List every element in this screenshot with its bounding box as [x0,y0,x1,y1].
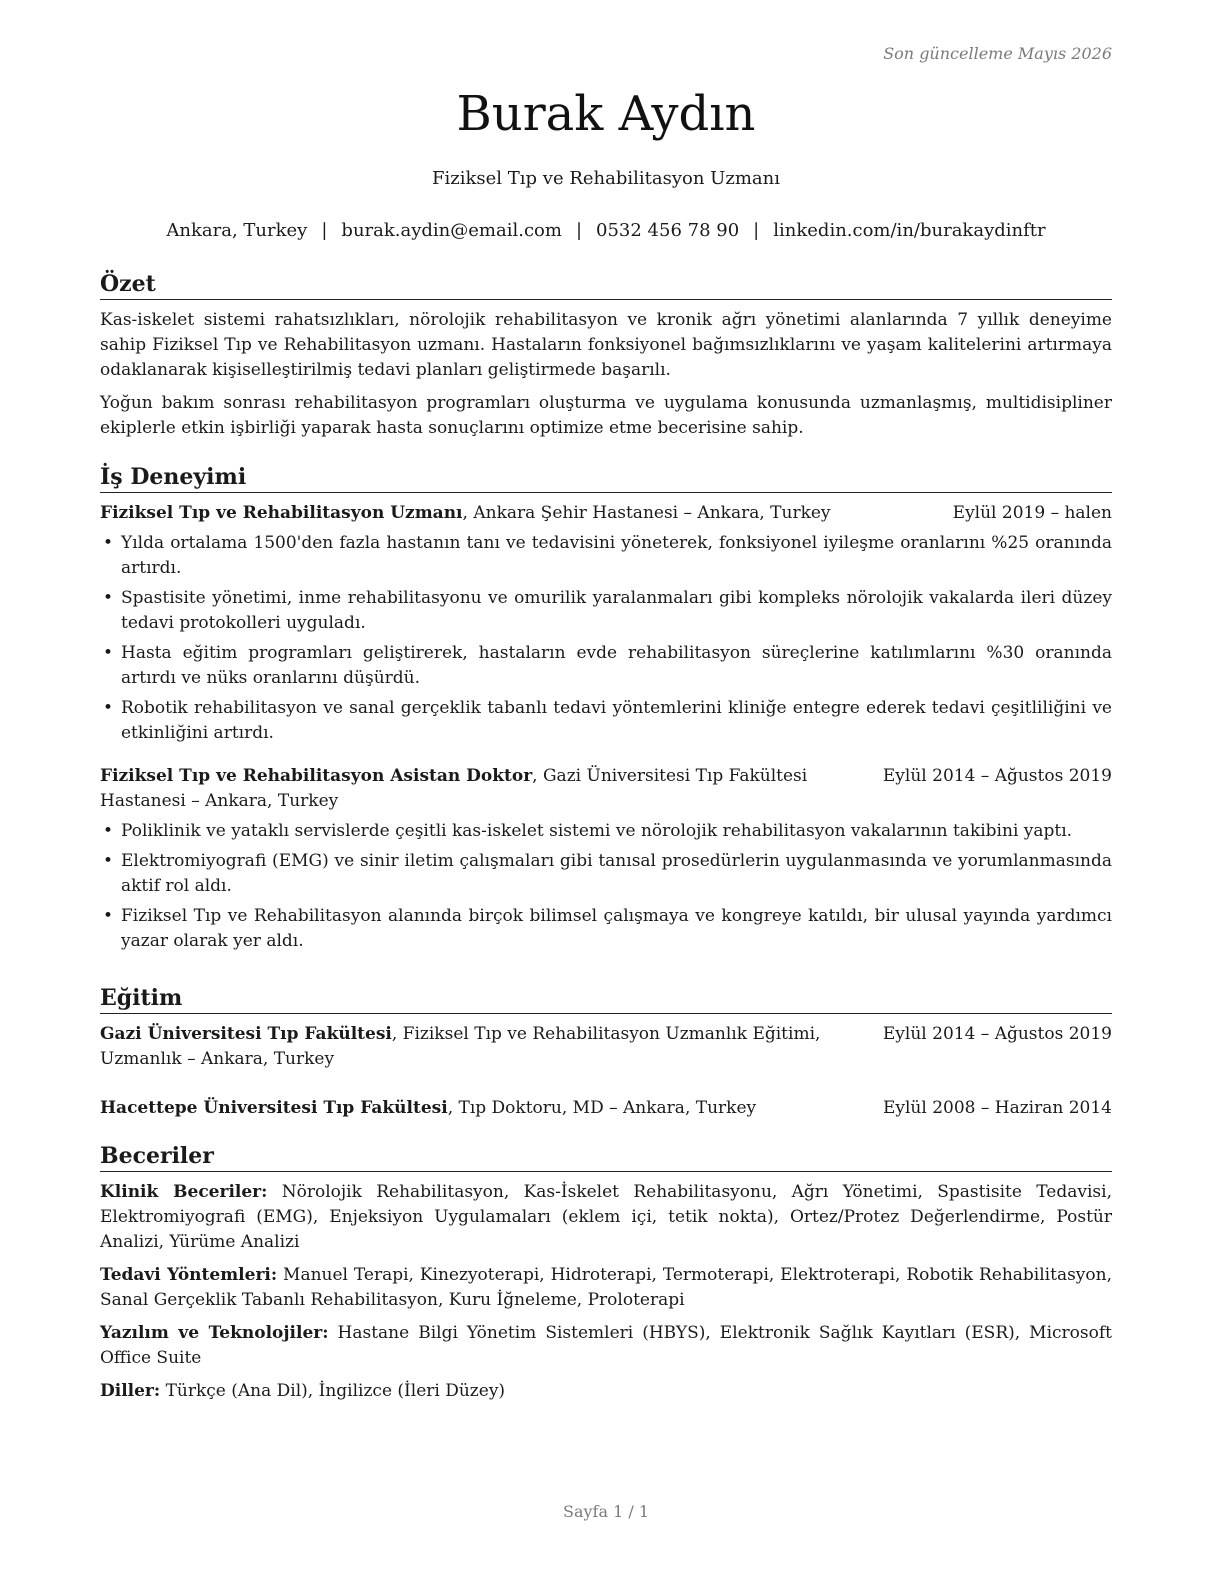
list-item: • Elektromiyografi (EMG) ve sinir iletim çalışmaları gibi tanısal prosedürlerin uygulanmasında ve yorumlanmasında aktif rol aldı. [103,851,1112,896]
education-detail: , Fiziksel Tıp ve Rehabilitasyon Uzmanlık Eğitimi, Uzmanlık – Ankara, Turkey [100,1024,821,1069]
school-name: Hacettepe Üniversitesi Tıp Fakültesi [100,1098,448,1118]
job-place: , Gazi Üniversitesi Tıp Fakültesi Hastanesi – Ankara, Turkey [100,766,808,811]
job-role: Fiziksel Tıp ve Rehabilitasyon Uzmanı [100,503,463,523]
summary-paragraph: Kas-iskelet sistemi rahatsızlıkları, nörolojik rehabilitasyon ve kronik ağrı yönetimi alanlarında 7 yıllık deneyime sahip Fiziksel Tıp ve Rehabilitasyon uzmanı. Hastaların fonksiyonel bağımsızlıklarını ve yaşam kalitelerini artırmaya odaklanarak kişiselleştirilmiş tedavi planları geliştirmede başarılı. [100,310,1112,380]
job-header [100,764,1112,814]
skill-row [100,1180,1112,1255]
job-entry [100,764,1112,954]
job-dates: Eylül 2014 – Ağustos 2019 [882,766,1112,786]
list-item: • Spastisite yönetimi, inme rehabilitasyonu ve omurilik yaralanmaları gibi kompleks nörolojik vakalarda ileri düzey tedavi protokolleri uyguladı. [103,588,1112,633]
skill-row [100,1379,1112,1404]
education-dates: Eylül 2014 – Ağustos 2019 [882,1024,1112,1044]
education-section [100,984,1112,1121]
school-name: Gazi Üniversitesi Tıp Fakültesi [100,1024,392,1044]
experience-heading: İş Deneyimi [100,463,1112,493]
skill-row [100,1263,1112,1313]
contact-location: Ankara, Turkey [166,220,308,241]
contact-separator: | [575,220,583,241]
list-item: • Yılda ortalama 1500'den fazla hastanın tanı ve tedavisini yöneterek, fonksiyonel iyileşme oranlarını %25 oranında artırdı. [103,533,1112,578]
contact-phone: 0532 456 78 90 [596,220,740,241]
skill-text: Türkçe (Ana Dil), İngilizce (İleri Düzey) [160,1381,506,1401]
summary-paragraph: Yoğun bakım sonrası rehabilitasyon programları oluşturma ve uygulama konusunda uzmanlaşmış, multidisipliner ekiplerle etkin işbirliği yaparak hasta sonuçlarını optimize etme becerisine sahip. [100,393,1112,438]
list-item: • Poliklinik ve yataklı servislerde çeşitli kas-iskelet sistemi ve nörolojik rehabilitasyon vakalarının takibini yaptı. [103,821,1073,841]
skills-heading: Beceriler [100,1142,1112,1172]
skill-label: Tedavi Yöntemleri: [100,1265,278,1285]
list-item: • Robotik rehabilitasyon ve sanal gerçeklik tabanlı tedavi yöntemlerini kliniğe entegre ederek tedavi çeşitliliğini ve etkinliğini artırdı. [103,698,1112,743]
skill-text: Hastane Bilgi Yönetim Sistemleri (HBYS), Elektronik Sağlık Kayıtları (ESR), Microsoft Office Suite [100,1323,1112,1368]
summary-section [100,270,1112,441]
contact-separator: | [321,220,328,241]
job-title: Fiziksel Tıp ve Rehabilitasyon Uzmanı [432,168,780,189]
list-item: • Fiziksel Tıp ve Rehabilitasyon alanında birçok bilimsel çalışmaya ve kongreye katıldı, bir ulusal yayında yardımcı yazar olarak yer aldı. [103,906,1112,951]
skill-label: Klinik Beceriler: [100,1182,268,1202]
experience-section [100,463,1112,954]
job-role: Fiziksel Tıp ve Rehabilitasyon Asistan Doktor [100,766,533,786]
education-heading: Eğitim [100,984,1112,1014]
job-bullets [100,531,1112,746]
skill-label: Yazılım ve Teknolojiler: [100,1323,329,1343]
contact-line [100,220,1112,241]
contact-email[interactable]: burak.aydin@email.com [341,220,562,241]
skill-label: Diller: [100,1381,161,1401]
summary-heading: Özet [100,270,1112,300]
job-entry [100,501,1112,746]
skill-text: Nörolojik Rehabilitasyon, Kas-İskelet Rehabilitasyonu, Ağrı Yönetimi, Spastisite Tedavisi, Elektromiyografi (EMG), Enjeksiyon Uygulamaları (eklem içi, tetik nokta), Ortez/Protez Değerlendirme, Postür Analizi, Yürüme Analizi [100,1182,1112,1252]
last-updated: Son güncelleme Mayıs 2026 [883,44,1112,63]
page-number: Sayfa 1 / 1 [562,1502,649,1521]
contact-separator: | [753,220,760,241]
job-place: , Ankara Şehir Hastanesi – Ankara, Turkey [462,503,831,523]
list-item: • Hasta eğitim programları geliştirerek, hastaların evde rehabilitasyon süreçlerine katılımlarını %30 oranında artırdı ve nüks oranlarını düşürdü. [103,643,1112,688]
education-dates: Eylül 2008 – Haziran 2014 [882,1098,1112,1118]
resume-page [100,0,1112,1584]
skill-text: Manuel Terapi, Kinezyoterapi, Hidroterapi, Termoterapi, Elektroterapi, Robotik Rehabilitasyon, Sanal Gerçeklik Tabanlı Rehabilitasyon, Kuru İğneleme, Proloterapi [100,1265,1112,1310]
person-name: Burak Aydın [456,86,756,142]
education-entry [100,1096,1112,1121]
job-dates: Eylül 2019 – halen [952,503,1112,523]
education-entry [100,1022,1112,1072]
skill-row [100,1321,1112,1371]
job-header [100,501,1112,526]
education-detail: , Tıp Doktoru, MD – Ankara, Turkey [447,1098,757,1118]
contact-linkedin[interactable]: linkedin.com/in/burakaydinftr [773,220,1046,241]
skills-section [100,1142,1112,1404]
job-bullets [100,819,1112,954]
